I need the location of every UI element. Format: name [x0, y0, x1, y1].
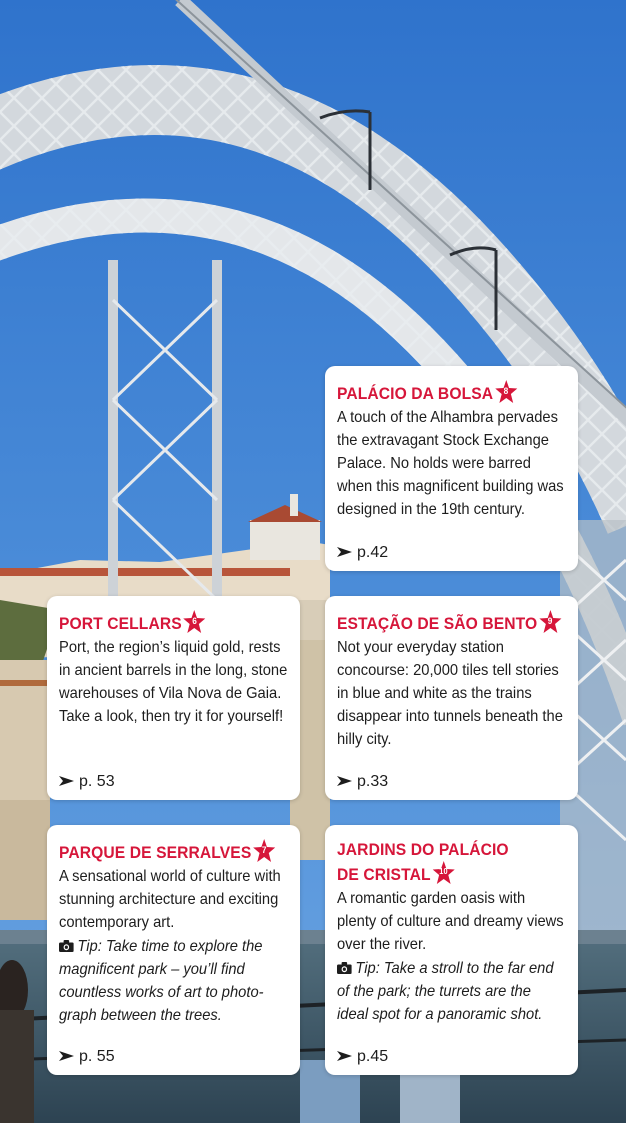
card-tip [59, 935, 288, 1027]
page-reference[interactable] [59, 772, 115, 792]
card-jardins-do-palacio-de-cristal [325, 825, 578, 1075]
star-number-icon [184, 610, 206, 633]
card-description: A touch of the Alhambra pervades the extravagant Stock Exchange Palace. No holds were barred when this magnificent building was designed in the 19th century. [337, 409, 564, 518]
page-reference[interactable] [59, 1047, 115, 1067]
card-description: A romantic garden oasis with plenty of culture and dreamy views over the river. [337, 890, 564, 953]
page-reference[interactable] [337, 543, 388, 563]
card-palacio-da-bolsa [325, 366, 578, 571]
page-reference[interactable] [337, 1047, 388, 1067]
page-reference-text: p. 53 [79, 773, 115, 790]
card-description: Not your everyday station concourse: 20,000 tiles tell stories in blue and white as the trains disappear into tunnels beneath the hilly city. [337, 639, 563, 748]
card-parque-de-serralves [47, 825, 300, 1075]
card-port-cellars [47, 596, 300, 800]
card-title [337, 380, 549, 405]
card-title-text: PARQUE DE SERRALVES [59, 843, 252, 862]
arrow-icon [337, 547, 352, 557]
star-number: 6 [192, 616, 197, 626]
star-number-icon [495, 380, 517, 403]
star-number-icon [539, 610, 561, 633]
card-title [59, 839, 271, 864]
page-reference-text: p.33 [357, 773, 389, 790]
card-title-text: PALÁCIO DA BOLSA [337, 384, 494, 403]
card-title [337, 839, 549, 886]
camera-icon [337, 962, 352, 974]
card-tip-text: Tip: Take time to explore the magnificent park – you’ll find countless works of art to photo-graph between the trees. [59, 938, 264, 1024]
card-tip-text: Tip: Take a stroll to the far end of the park; the turrets are the ideal spot for a panoramic shot. [337, 960, 554, 1023]
card-title-text: ESTAÇÃO DE SÃO BENTO [337, 614, 538, 633]
arrow-icon [59, 776, 74, 786]
card-estacao-de-sao-bento [325, 596, 578, 800]
card-title [337, 610, 553, 635]
card-tip [337, 957, 566, 1026]
card-title-line1: JARDINS DO PALÁCIO [337, 840, 509, 859]
page-reference[interactable] [337, 772, 388, 792]
card-title-line2: DE CRISTAL [337, 865, 431, 884]
star-number-icon [253, 839, 275, 862]
arrow-icon [59, 1051, 74, 1061]
card-description: Port, the region’s liquid gold, rests in ancient barrels in the long, stone warehouses of Vila Nova de Gaia. Take a look, then try it for yourself! [59, 639, 288, 725]
page-reference-text: p. 55 [79, 1048, 115, 1065]
star-number: 8 [503, 386, 509, 396]
page-reference-text: p.45 [357, 1048, 389, 1065]
card-description: A sensational world of culture with stunning architecture and exciting contemporary art. [59, 868, 281, 931]
card-title [59, 610, 271, 635]
star-number-icon [432, 861, 454, 884]
arrow-icon [337, 1051, 352, 1061]
star-number: 7 [261, 845, 267, 855]
page-reference-text: p.42 [357, 544, 389, 561]
star-number: 10 [439, 867, 448, 876]
card-title-text: PORT CELLARS [59, 614, 182, 633]
arrow-icon [337, 776, 352, 786]
star-number: 9 [547, 616, 553, 626]
camera-icon [59, 940, 74, 952]
